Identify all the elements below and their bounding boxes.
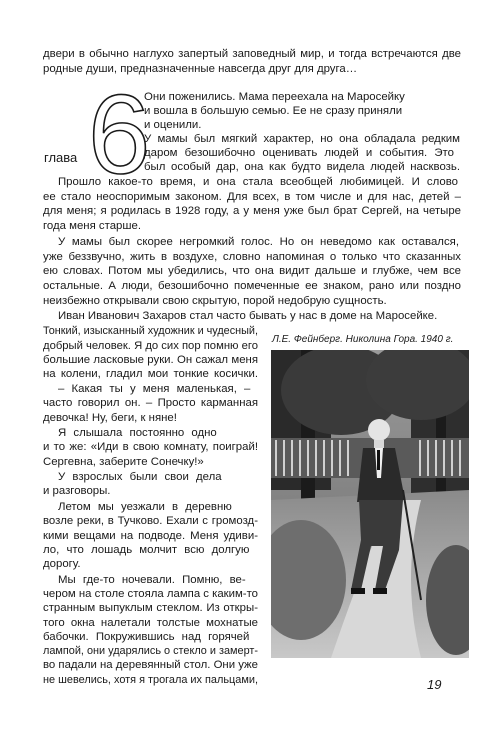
text-line: года меня старше.: [43, 220, 142, 232]
text-line: неизбежно открывали свою скрытую, порой недобрую сущность.: [43, 295, 387, 307]
text-line: Они поженились. Мама переехала на Маросейку: [144, 91, 405, 103]
text-line: и оценили.: [144, 119, 202, 131]
text-line: бабочки. Покружившись над горячей: [43, 631, 250, 643]
text-line: того окна налетали толстые мохнатые: [43, 617, 258, 629]
text-line: на колени, гладил мои тонкие косички.: [43, 368, 258, 380]
text-line: не шевелись, хотя я трогала их пальцами,: [43, 674, 258, 686]
text-line: и вошла в большую семью. Ее не сразу приняли: [144, 105, 403, 117]
text-line: дорогу.: [43, 558, 81, 570]
text-line: часто говорил он. – Просто карманная: [43, 397, 258, 409]
text-line: родные души, предназначенные навсегда друг для друга…: [43, 63, 358, 75]
text-line: большие ласковые руки. Он сажал меня: [43, 354, 258, 366]
text-line: Прошло какое-то время, и она стала всеобщей любимицей. И слово: [58, 176, 458, 188]
text-line: и разговоры.: [43, 485, 111, 497]
text-line: У мамы был мягкий характер, но она обладала редким: [144, 133, 460, 145]
photo-caption: Л.Е. Фейнберг. Николина Гора. 1940 г.: [272, 334, 454, 345]
text-line: Я слышала постоянно одно: [58, 427, 217, 439]
text-line: Иван Иванович Захаров стал часто бывать у нас в доме на Маросейке.: [58, 310, 438, 322]
text-line: добрый человек. Я до сих пор помню его: [43, 340, 258, 352]
text-line: лампой, они ударялись о стекло и замерт-: [43, 645, 258, 657]
text-line: Летом мы уезжали в деревню: [58, 501, 232, 513]
text-line: уже беззвучно, жить в воздухе, словно напоминая о только что сказанных: [43, 251, 461, 263]
text-line: Сергевна, заберите Сонечку!»: [43, 456, 204, 468]
chapter-number: 6: [88, 72, 149, 197]
text-line: остальные. А люди, безошибочно помеченные ее знаком, рано или поздно: [43, 280, 461, 292]
text-line: У мамы был скорее негромкий голос. Но он неведомо как оставался,: [58, 236, 459, 248]
text-line: Мы где-то ночевали. Помню, ве-: [58, 574, 246, 586]
text-line: кими вещами на подводе. Меня удиви-: [43, 530, 258, 542]
text-line: ее стало неоспоримым законом. Для всех, в том числе и для нас, детей –: [43, 191, 461, 203]
chapter-label: глава: [44, 150, 78, 165]
text-line: был особый дар, она как будто видела людей насквозь.: [144, 161, 460, 173]
text-line: чером на столе стояла лампа с каким-то: [43, 588, 258, 600]
text-line: странным выпуклым стеклом. Из откры-: [43, 602, 258, 614]
photo: [271, 350, 469, 658]
page-number: 19: [427, 677, 442, 692]
text-line: и то же: «Иди в свою комнату, поиграй!: [43, 441, 258, 453]
text-line: девочка! Ну, беги, к няне!: [43, 412, 177, 424]
text-line: ло, что лошадь молчит всю долгую: [43, 544, 250, 556]
text-line: для меня; я родилась в 1928 году, а у меня уже был брат Сергей, на четыре: [43, 205, 461, 217]
text-line: У взрослых были свои дела: [58, 471, 222, 483]
text-line: – Какая ты у меня маленькая, –: [58, 383, 251, 395]
text-line: во падали на деревянный стол. Они уже: [43, 659, 258, 671]
text-line: даром безошибочно оценивать людей и события. Это: [144, 147, 454, 159]
text-line: возле реки, в Тучково. Ехали с громозд-: [43, 515, 258, 527]
text-line: ею словах. Потом мы убедились, что она видит дальше и глубже, чем все: [43, 265, 461, 277]
text-line: двери в обычно наглухо запертый заповедный мир, и тогда встречаются две: [43, 48, 461, 60]
text-line: Тонкий, изысканный художник и чудесный,: [43, 325, 258, 337]
